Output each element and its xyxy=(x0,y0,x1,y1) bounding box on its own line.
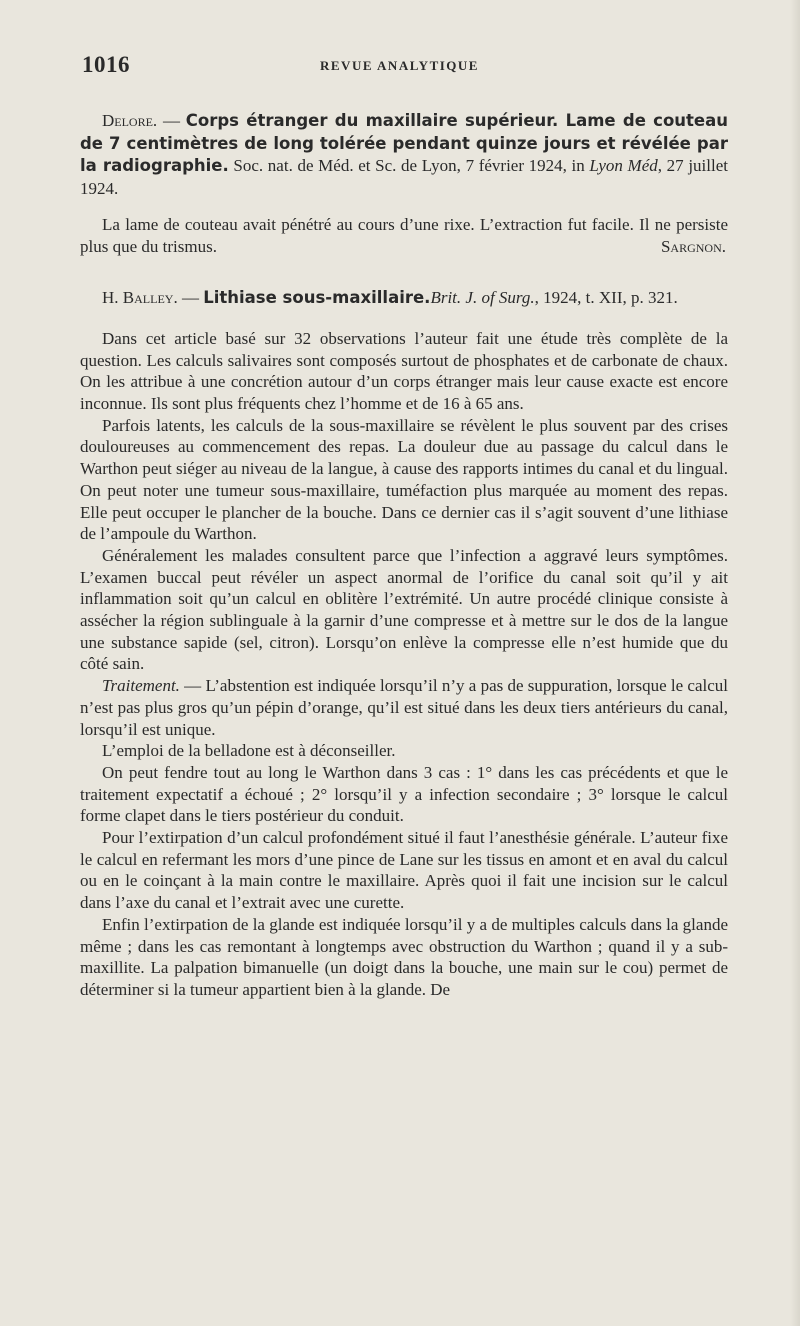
body-paragraph: Enfin l’extirpation de la glande est indiquée lorsqu’il y a de multiples calculs dans la glande même ; dans les cas remontant à longtemps avec obstruction du Warthon ; quand il y a sub-maxillite. La palpation bimanuelle (un doigt dans la bouche, une main sur le cou) permet de déterminer si la tumeur appartient bien à la glande. De xyxy=(80,914,728,999)
treatment-text: — L’abstention est indiquée lorsqu’il n’y a pas de suppuration, lorsque le calcul n’est pas plus gros qu’un pépin d’orange, qu’il est situé dans les deux tiers antérieurs du canal, lorsqu’il est unique. xyxy=(80,676,728,739)
entry-source-date: , 27 juillet 1924. xyxy=(80,156,728,198)
body-paragraph: L’emploi de la belladone est à déconseiller. xyxy=(102,741,396,761)
entry-source-ref: , 1924, t. XII, p. 321. xyxy=(534,288,678,308)
entry-balley xyxy=(80,287,728,1000)
body-paragraph: Dans cet article basé sur 32 observations l’auteur fait une étude très complète de la question. Les calculs salivaires sont composés surtout de phosphates et de carbonate de chaux. On les attribue à une concrétion autour d’un corps étranger mais leur cause exacte est encore inconnue. Ils sont plus fréquents chez l’homme et de 16 à 65 ans. xyxy=(80,328,728,414)
running-head: REVUE ANALYTIQUE xyxy=(320,58,479,73)
entry-heading xyxy=(80,287,728,310)
body-paragraph: Parfois latents, les calculs de la sous-maxillaire se révèlent le plus souvent par des crises douloureuses au commencement des repas. La douleur due au passage du calcul dans le Warthon peut siéger au niveau de la langue, à cause des rapports intimes du canal et du lingual. On peut noter une tumeur sous-maxillaire, tuméfaction plus marquée au moment des repas. Elle peut occuper le plancher de la bouche. Dans ce dernier cas il s’agit souvent d’une lithiase de l’ampoule du Warthon. xyxy=(80,415,728,544)
entry-author: Delore. xyxy=(102,111,158,130)
entry-dash: — xyxy=(177,288,204,308)
entry-body-text: La lame de couteau avait pénétré au cours d’une rixe. L’extraction fut facile. Il ne persiste plus que du trismus. xyxy=(80,215,728,256)
body-paragraph: Généralement les malades consultent parce que l’infection a aggravé leurs symptômes. L’examen buccal peut révéler un aspect anormal de l’orifice du canal soit qu’il y ait inflammation soit qu’un calcul en oblitère l’extrémité. Un autre procédé clinique consiste à assécher la région sublinguale à la garnir d’une compresse et à mettre sur le dos de la langue une substance sapide (sel, citron). Lorsqu’on enlève la compresse elle n’est humide que du côté sain. xyxy=(80,545,728,674)
body-paragraph: Pour l’extirpation d’un calcul profondément situé il faut l’anesthésie générale. L’auteur fixe le calcul en refermant les mors d’une pince de Lane sur les tissus en amont et en aval du calcul ou en le coinçant à la main contre le maxillaire. Après quoi il fait une incision sur le calcul dans l’axe du canal et l’extrait avec une curette. xyxy=(80,828,728,913)
treatment-paragraph xyxy=(80,675,728,740)
page-number: 1016 xyxy=(82,52,130,77)
page-header xyxy=(82,52,727,82)
entry-title: Corps étranger du maxillaire supérieur. Lame de couteau de 7 centimètres de long tolérée pendant quinze jours et révélée par la radiographie. xyxy=(80,111,729,175)
treatment-label: Traitement. xyxy=(102,676,180,696)
page-content xyxy=(80,110,728,1001)
page-edge xyxy=(790,0,800,1326)
body-paragraph: On peut fendre tout au long le Warthon dans 3 cas : 1° dans les cas précédents et que le traitement expectatif a échoué ; 2° lorsqu’il y a infection secondaire ; 3° lorsque le calcul forme clapet dans le tiers postérieur du conduit. xyxy=(80,762,728,826)
entry-heading xyxy=(80,110,728,200)
entry-dash: — xyxy=(157,111,186,130)
entry-author: H. Balley. xyxy=(102,288,178,308)
entry-title: Lithiase sous-maxillaire. xyxy=(203,288,431,308)
entry-signature: Sargnon. xyxy=(660,236,726,256)
entry-body xyxy=(80,214,728,257)
entry-delore xyxy=(80,110,728,257)
entry-source-journal: Lyon Méd xyxy=(589,156,658,175)
entry-source-journal: Brit. J. of Surg. xyxy=(430,288,535,308)
entry-source: Soc. nat. de Méd. et Sc. de Lyon, 7 février 1924, in xyxy=(228,156,590,175)
